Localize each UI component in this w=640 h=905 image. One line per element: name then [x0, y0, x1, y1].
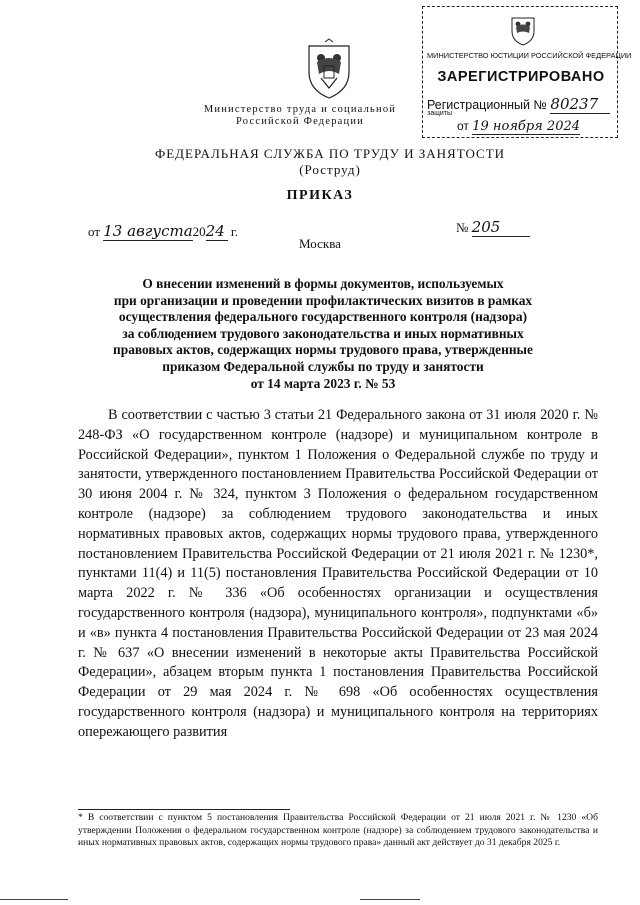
year-suffix: г.: [230, 224, 239, 239]
stamp-emblem-icon: [509, 13, 537, 47]
registration-stamp: [422, 6, 632, 138]
footnote: * В соответствии с пунктом 5 постановления Правительства Российской Федерации от 21 июля 2021 г. № 1230 «Об утверждении Положения о федеральном государственном контроле (надзоре) за соблюдением трудового законодательства и иных нормативных правовых актов, содержащих нормы трудового права» данный акт действует до 31 декабря 2025 г.: [78, 812, 598, 849]
stamp-date-line: [457, 119, 580, 135]
stamp-reg-label: Регистрационный №: [427, 98, 547, 112]
heading-line: при организации и проведении профилактических визитов в рамках: [113, 292, 533, 308]
city: Москва: [299, 236, 341, 251]
ministry-name: [180, 104, 420, 128]
stamp-protect: защиты: [427, 110, 453, 117]
order-title: ПРИКАЗ: [286, 188, 354, 203]
date-prefix: от: [88, 224, 101, 239]
heading-line: правовых актов, содержащих нормы трудового права, утвержденные: [113, 342, 533, 358]
stamp-date: 19 ноября 2024: [472, 119, 581, 134]
year-prefix: 20: [192, 224, 206, 239]
stamp-reg-line: [427, 95, 610, 114]
order-heading: [60, 276, 586, 392]
service-line-2: (Роструд): [299, 162, 361, 177]
number-prefix: №: [456, 220, 469, 235]
year-handwritten: 24: [206, 222, 228, 241]
heading-line: за соблюдением трудового законодательства и иных нормативных: [122, 325, 524, 341]
stamp-date-label: от: [457, 119, 469, 133]
service-line-1: ФЕДЕРАЛЬНАЯ СЛУЖБА ПО ТРУДУ И ЗАНЯТОСТИ: [154, 146, 506, 161]
number-handwritten: 205: [472, 218, 530, 237]
ministry-line-2: Российской Федерации: [236, 116, 364, 127]
body-paragraph: В соответствии с частью 3 статьи 21 Федерального закона от 31 июля 2020 г. № 248-ФЗ «О государственном контроле (надзоре) и муниципальном контроле в Российской Федерации», пунктом 1 Положения о Федеральной службе по труду и занятости, утвержденного постановлением Правительства Российской Федерации от 30 июня 2004 г. № 324, пунктом 3 Положения о федеральном государственном контроле (надзоре) за соблюдением трудового законодательства и иных нормативных правовых актов, содержащих нормы трудового права, утвержденного постановлением Правительства Российской Федерации от 21 июля 2021 г. № 1230*, пунктами 11(4) и 11(5) постановления Правительства Российской Федерации от 10 марта 2022 г. № 336 «Об особенностях организации и осуществления государственного контроля (надзора), муниципального контроля», подпунктами «б» и «в» пункта 4 постановления Правительства Российской Федерации от 23 мая 2024 г. № 637 «О внесении изменений в некоторые акты Правительства Российской Федерации», абзацем вторым пункта 1 постановления Правительства Российской Федерации от 29 мая 2024 г. № 698 «Об особенностях осуществления государственного контроля (надзора) и муниципального контроля на территориях опережающего развития: [78, 407, 598, 740]
service-name: [80, 146, 580, 178]
stamp-registered: ЗАРЕГИСТРИРОВАНО: [437, 69, 605, 85]
page-edge-line: [360, 899, 420, 900]
heading-line: от 14 марта 2023 г. № 53: [250, 375, 396, 391]
date-handwritten: 13 августа: [103, 222, 193, 240]
body-text: [78, 406, 598, 743]
ministry-line-1: Министерство труда и социальной: [203, 104, 397, 115]
footnote-divider: [78, 809, 290, 810]
stamp-ministry: МИНИСТЕРСТВО ЮСТИЦИИ РОССИЙСКОЙ ФЕДЕРАЦИИ: [427, 51, 632, 60]
page-edge-line: [0, 899, 68, 900]
heading-line: О внесении изменений в формы документов, используемых: [142, 276, 504, 291]
state-emblem: [303, 38, 355, 100]
order-number: [456, 218, 530, 237]
heading-line: приказом Федеральной службы по труду и занятости: [162, 358, 484, 374]
stamp-reg-number: 80237: [550, 95, 610, 114]
heading-line: осуществления федерального государственного контроля (надзора): [118, 309, 528, 325]
